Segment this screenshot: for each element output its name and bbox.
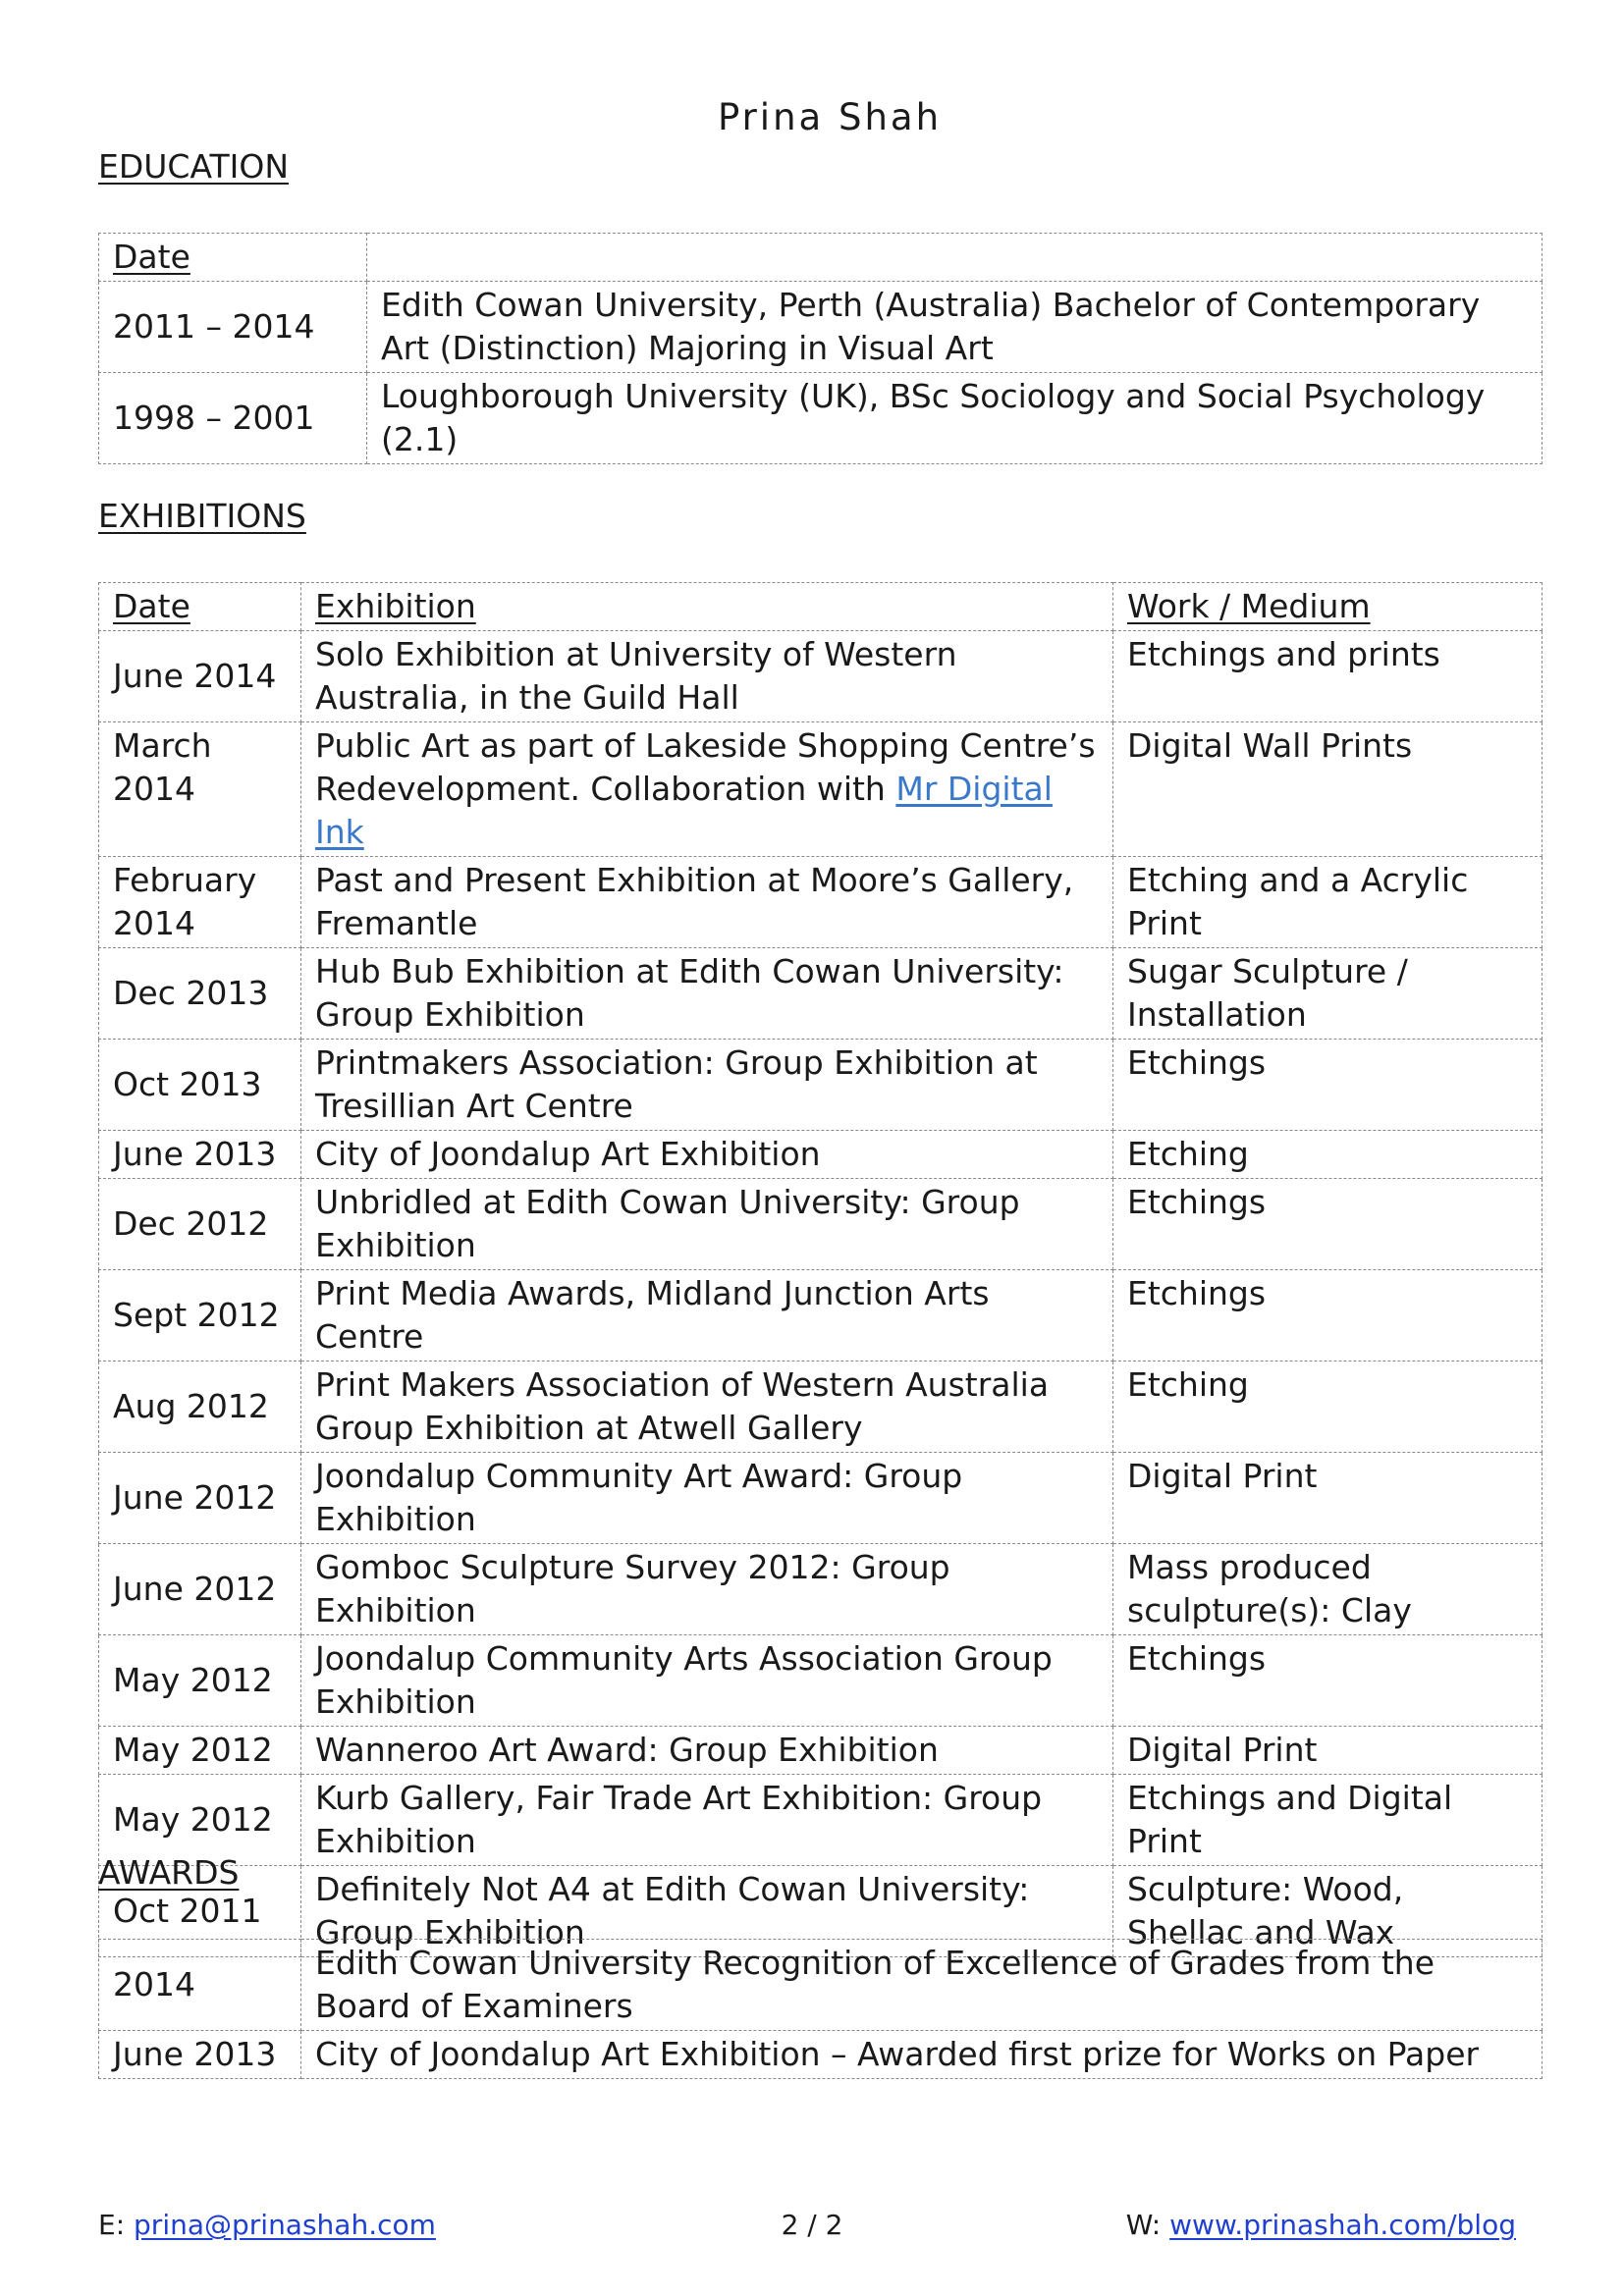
exhibition-medium: Digital Print <box>1113 1727 1543 1775</box>
exhibition-title: Joondalup Community Arts Association Group Exhibition <box>301 1635 1113 1727</box>
exhibition-medium: Digital Wall Prints <box>1113 722 1543 857</box>
education-table <box>98 233 1543 464</box>
exhibitions-medium-header: Work / Medium <box>1113 583 1543 631</box>
exhibition-title: Gomboc Sculpture Survey 2012: Group Exhibition <box>301 1544 1113 1635</box>
exhibition-medium: Etchings and Digital Print <box>1113 1775 1543 1866</box>
table-row <box>99 1362 1543 1453</box>
table-row <box>99 373 1543 464</box>
exhibition-date: Sept 2012 <box>99 1270 301 1362</box>
email-label: E: <box>98 2209 126 2241</box>
exhibition-medium: Etchings and prints <box>1113 631 1543 722</box>
exhibitions-exhibition-header: Exhibition <box>301 583 1113 631</box>
table-row <box>99 1940 1543 2031</box>
exhibition-medium: Sugar Sculpture / Installation <box>1113 948 1543 1040</box>
exhibitions-table <box>98 582 1543 1957</box>
exhibition-date: June 2012 <box>99 1544 301 1635</box>
exhibition-medium: Etchings <box>1113 1040 1543 1131</box>
table-row <box>99 282 1543 373</box>
exhibition-date: Dec 2013 <box>99 948 301 1040</box>
exhibition-title: Unbridled at Edith Cowan University: Group Exhibition <box>301 1179 1113 1270</box>
table-row <box>99 1179 1543 1270</box>
exhibition-date: February 2014 <box>99 857 301 948</box>
table-row <box>99 1040 1543 1131</box>
table-row <box>99 857 1543 948</box>
education-desc: Edith Cowan University, Perth (Australia) Bachelor of Contemporary Art (Distinction) Majoring in Visual Art <box>367 282 1543 373</box>
page-title: Prina Shah <box>717 96 943 138</box>
table-row <box>99 722 1543 857</box>
table-row <box>99 1727 1543 1775</box>
awards-heading: AWARDS <box>98 1853 240 1892</box>
exhibition-title: City of Joondalup Art Exhibition <box>301 1131 1113 1179</box>
exhibition-title-cell <box>301 722 1113 857</box>
exhibitions-heading: EXHIBITIONS <box>98 497 306 535</box>
exhibition-title: Joondalup Community Art Award: Group Exhibition <box>301 1453 1113 1544</box>
exhibition-title: Past and Present Exhibition at Moore’s Gallery, Fremantle <box>301 857 1113 948</box>
exhibition-date: May 2012 <box>99 1775 301 1866</box>
exhibition-medium: Mass produced sculpture(s): Clay <box>1113 1544 1543 1635</box>
table-row <box>99 583 1543 631</box>
exhibitions-date-header: Date <box>99 583 301 631</box>
exhibition-title: Kurb Gallery, Fair Trade Art Exhibition: Group Exhibition <box>301 1775 1113 1866</box>
education-desc-header <box>367 234 1543 282</box>
web-label: W: <box>1125 2209 1162 2241</box>
footer-web <box>1126 2209 1516 2241</box>
exhibition-medium: Etching <box>1113 1131 1543 1179</box>
table-row <box>99 1544 1543 1635</box>
exhibition-date: May 2012 <box>99 1635 301 1727</box>
table-row <box>99 1775 1543 1866</box>
exhibition-title: Print Makers Association of Western Australia Group Exhibition at Atwell Gallery <box>301 1362 1113 1453</box>
exhibition-date: May 2012 <box>99 1727 301 1775</box>
web-link[interactable]: www.prinashah.com/blog <box>1169 2209 1516 2241</box>
exhibition-title: Hub Bub Exhibition at Edith Cowan University: Group Exhibition <box>301 948 1113 1040</box>
award-desc: City of Joondalup Art Exhibition – Awarded first prize for Works on Paper <box>301 2031 1543 2079</box>
exhibition-medium: Digital Print <box>1113 1453 1543 1544</box>
award-date: 2014 <box>99 1940 301 2031</box>
award-date: June 2013 <box>99 2031 301 2079</box>
exhibition-medium: Sculpture: Wood, Shellac and Wax <box>1113 1866 1543 1957</box>
education-date: 1998 – 2001 <box>99 373 367 464</box>
exhibition-date: June 2012 <box>99 1453 301 1544</box>
exhibition-date: Oct 2011 <box>99 1866 301 1957</box>
page-number: 2 / 2 <box>781 2209 843 2241</box>
exhibition-date: June 2013 <box>99 1131 301 1179</box>
email-link[interactable]: prina@prinashah.com <box>134 2209 436 2241</box>
exhibition-title: Print Media Awards, Midland Junction Arts Centre <box>301 1270 1113 1362</box>
table-row <box>99 1453 1543 1544</box>
award-desc: Edith Cowan University Recognition of Excellence of Grades from the Board of Examiners <box>301 1940 1543 2031</box>
table-row <box>99 631 1543 722</box>
awards-table <box>98 1939 1543 2079</box>
exhibition-date: March 2014 <box>99 722 301 857</box>
exhibition-medium: Etching and a Acrylic Print <box>1113 857 1543 948</box>
exhibition-medium: Etchings <box>1113 1270 1543 1362</box>
exhibition-date: Dec 2012 <box>99 1179 301 1270</box>
table-row <box>99 1131 1543 1179</box>
education-date: 2011 – 2014 <box>99 282 367 373</box>
exhibition-title: Solo Exhibition at University of Western Australia, in the Guild Hall <box>301 631 1113 722</box>
table-row <box>99 234 1543 282</box>
education-date-header: Date <box>99 234 367 282</box>
exhibition-date: June 2014 <box>99 631 301 722</box>
exhibition-title: Definitely Not A4 at Edith Cowan University: Group Exhibition <box>301 1866 1113 1957</box>
exhibition-date: Oct 2013 <box>99 1040 301 1131</box>
table-row <box>99 1270 1543 1362</box>
table-row <box>99 948 1543 1040</box>
mr-digital-ink-link[interactable]: Mr Digital Ink <box>315 770 1053 851</box>
exhibition-title: Public Art as part of Lakeside Shopping Centre’s Redevelopment. Collaboration with <box>315 726 1096 808</box>
exhibition-date: Aug 2012 <box>99 1362 301 1453</box>
table-row <box>99 2031 1543 2079</box>
exhibition-medium: Etching <box>1113 1362 1543 1453</box>
exhibition-medium: Etchings <box>1113 1635 1543 1727</box>
exhibition-medium: Etchings <box>1113 1179 1543 1270</box>
exhibition-title: Wanneroo Art Award: Group Exhibition <box>301 1727 1113 1775</box>
education-heading: EDUCATION <box>98 147 290 186</box>
education-desc: Loughborough University (UK), BSc Sociology and Social Psychology (2.1) <box>367 373 1543 464</box>
table-row <box>99 1635 1543 1727</box>
exhibition-title: Printmakers Association: Group Exhibition at Tresillian Art Centre <box>301 1040 1113 1131</box>
